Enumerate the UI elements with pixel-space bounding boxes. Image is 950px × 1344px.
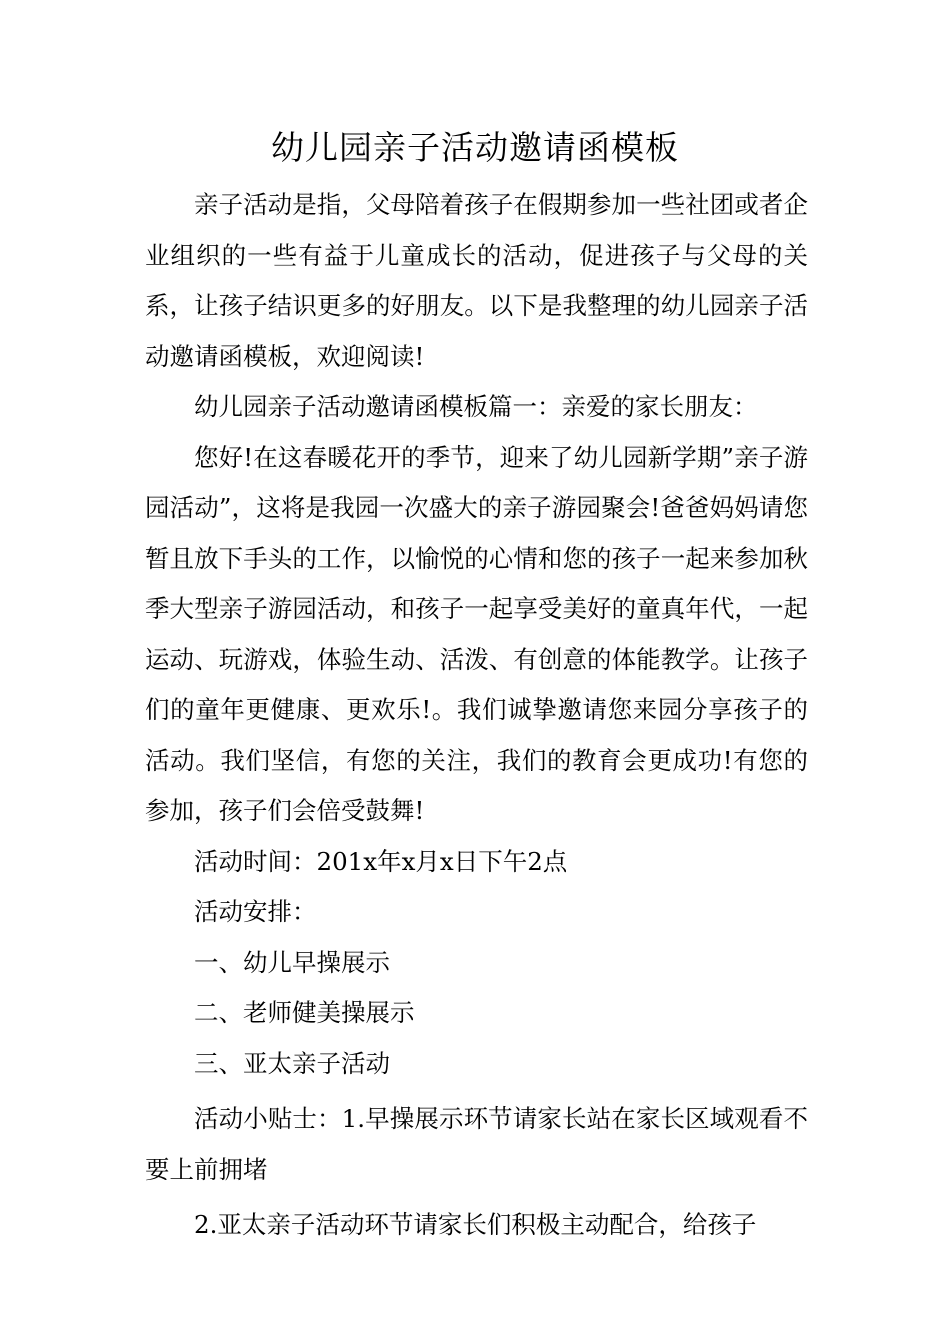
activity-schedule-heading: 活动安排： bbox=[194, 897, 317, 926]
greeting-paragraph: 您好!在这春暖花开的季节，迎来了幼儿园新学期”亲子游园活动”，这将是我园一次盛大的亲子游园聚会!爸爸妈妈请您暂且放下手头的工作，以愉悦的心情和您的孩子一起来参加秋季大型亲子游园活动，和孩子一起享受美好的童真年代，一起运动、玩游戏，体验生动、活泼、有创意的体能教学。让孩子们的童年更健康、更欢乐!。我们诚挚邀请您来园分享孩子的活动。我们坚信，有您的关注，我们的教育会更成功!有您的参加，孩子们会倍受鼓舞! bbox=[145, 442, 808, 825]
activity-tip-2-paragraph: 2.亚太亲子活动环节请家长们积极主动配合，给孩子 bbox=[194, 1210, 757, 1239]
schedule-item-1: 一、幼儿早操展示 bbox=[194, 947, 390, 977]
activity-time-paragraph: 活动时间：201x年x月x日下午2点 bbox=[194, 846, 568, 876]
schedule-item-2: 二、老师健美操展示 bbox=[194, 998, 415, 1027]
intro-paragraph: 亲子活动是指，父母陪着孩子在假期参加一些社团或者企业组织的一些有益于儿童成长的活动，促进孩子与父母的关系，让孩子结识更多的好朋友。以下是我整理的幼儿园亲子活动邀请函模板，欢迎阅读! bbox=[145, 190, 808, 371]
document-title: 幼儿园亲子活动邀请函模板 bbox=[271, 128, 679, 167]
schedule-item-3: 三、亚太亲子活动 bbox=[194, 1048, 390, 1078]
template-heading-paragraph: 幼儿园亲子活动邀请函模板篇一：亲爱的家长朋友： bbox=[194, 392, 758, 421]
activity-tips-paragraph: 活动小贴士：1.早操展示环节请家长站在家长区域观看不要上前拥堵 bbox=[145, 1104, 808, 1184]
document-body bbox=[145, 180, 808, 1251]
